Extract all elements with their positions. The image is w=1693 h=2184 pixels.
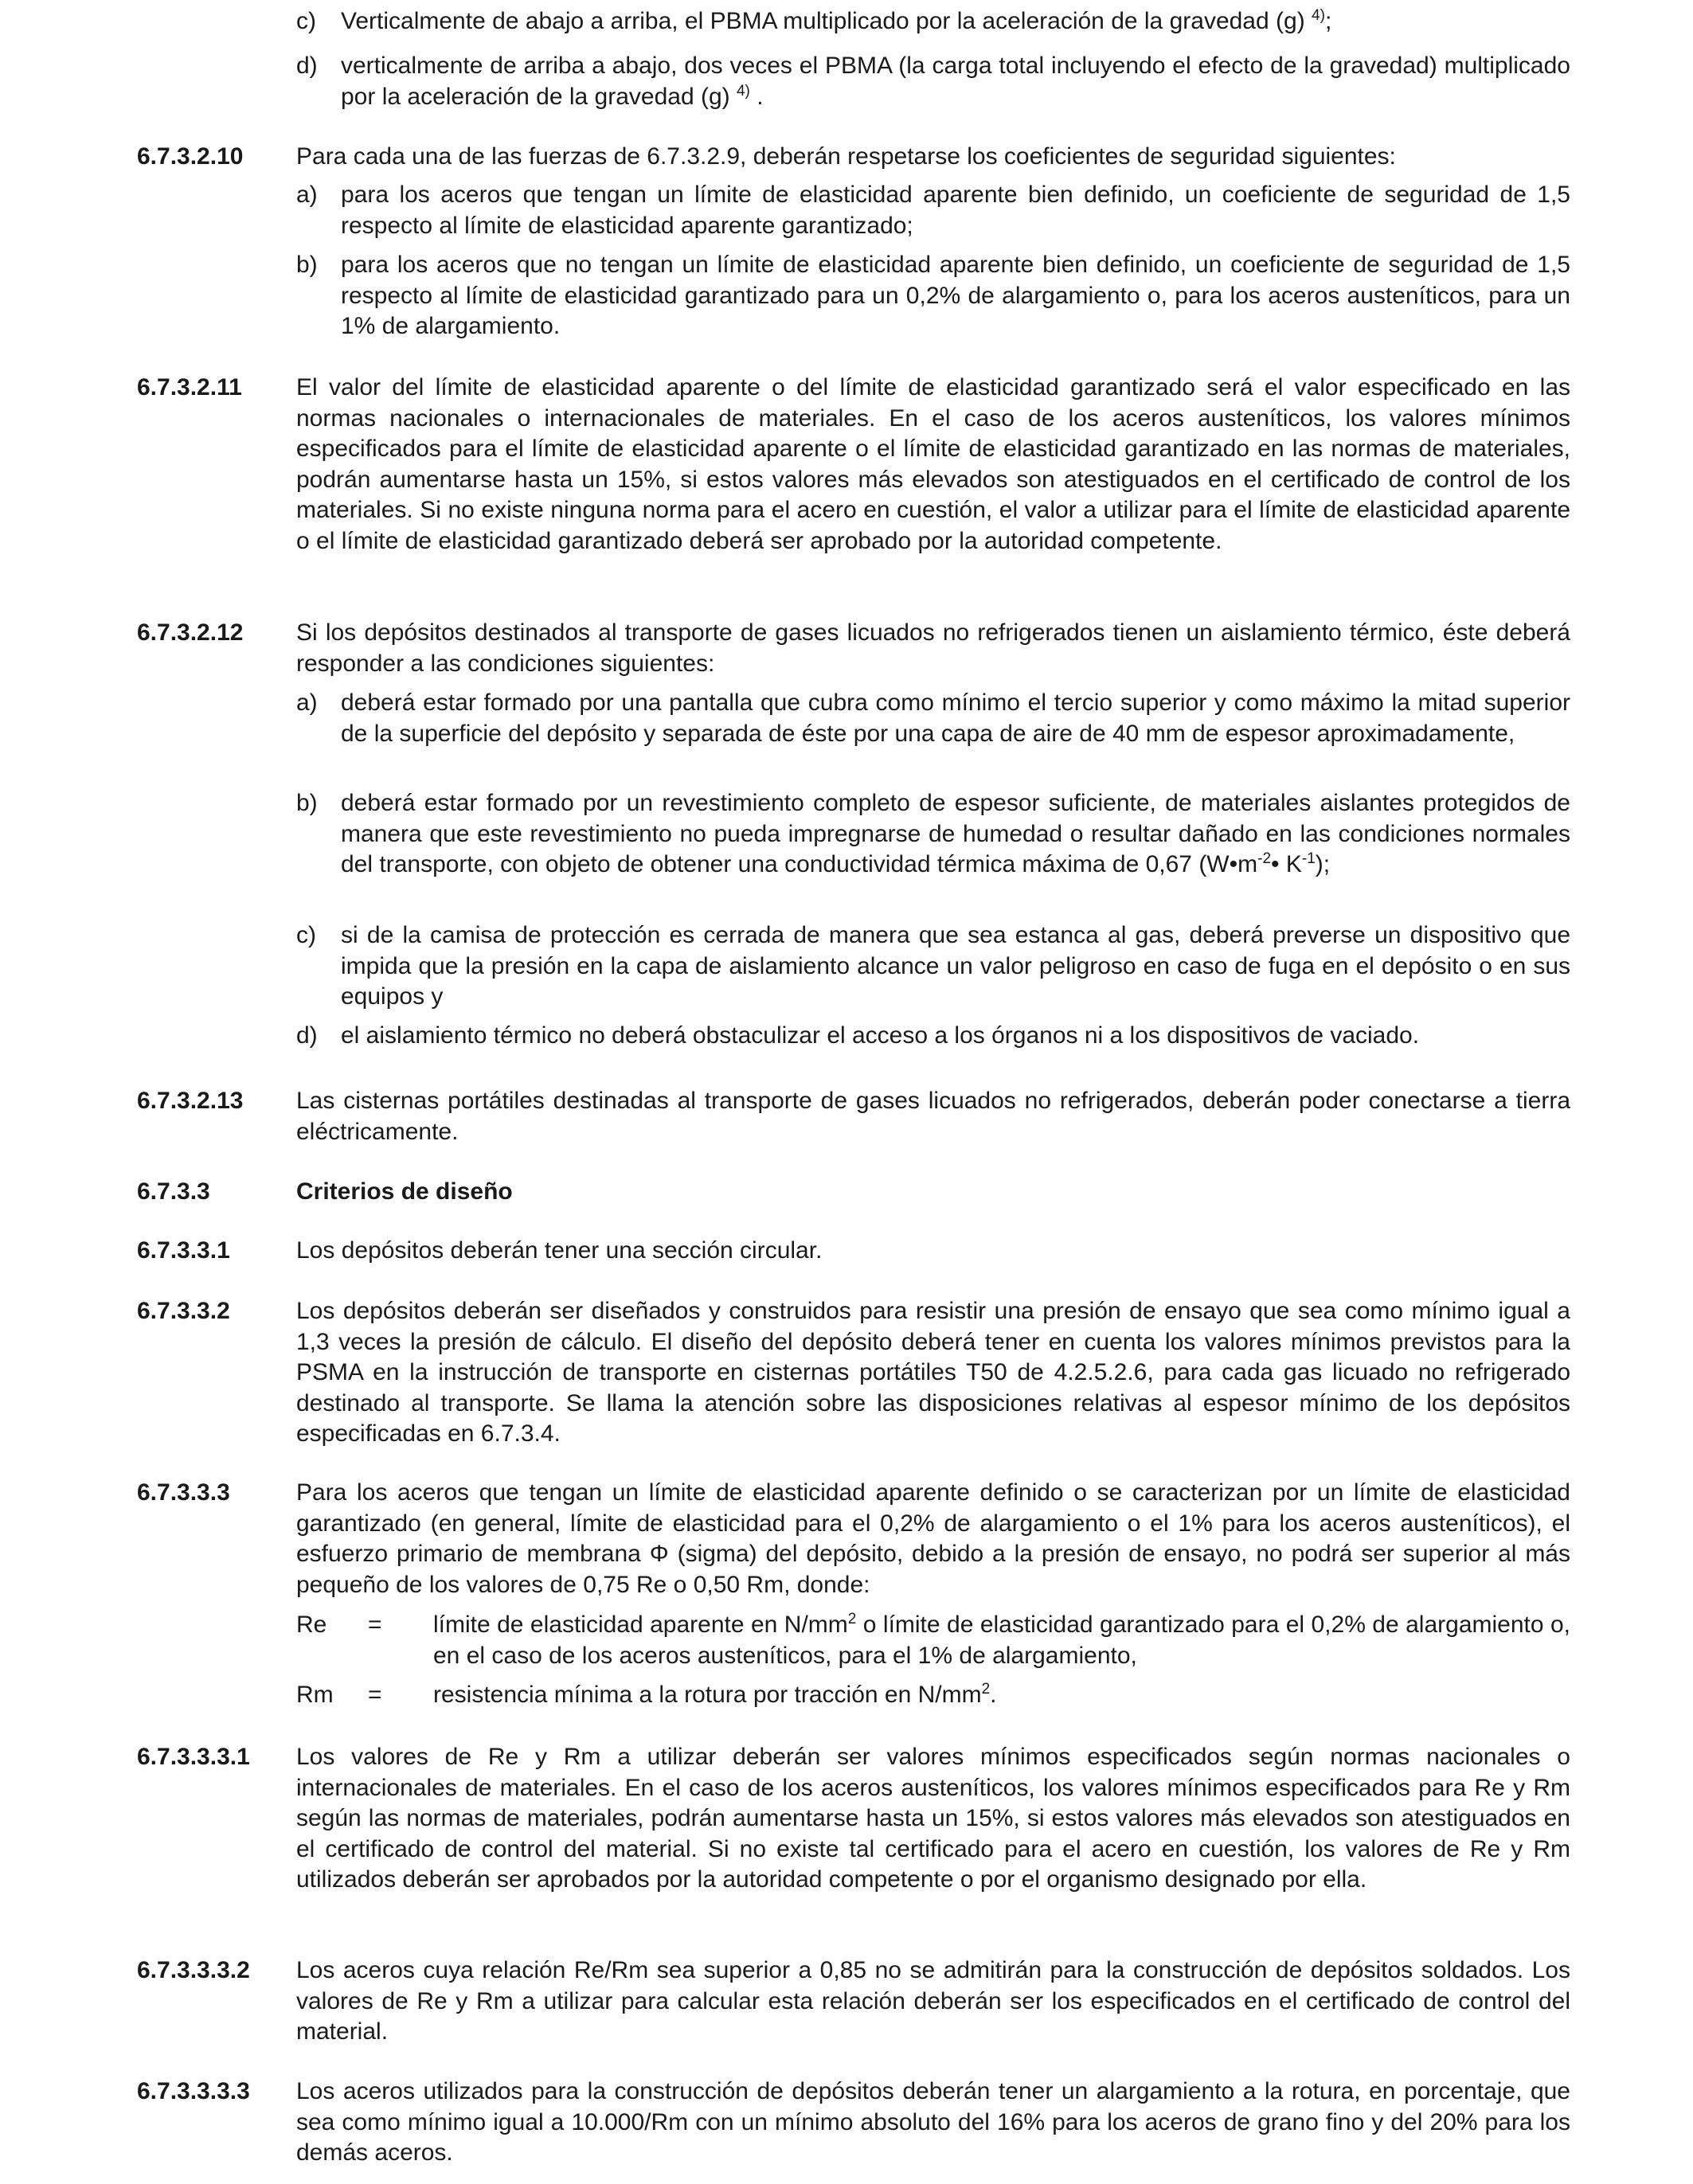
section-text: Las cisternas portátiles destinadas al transporte de gases licuados no refrigerados, deberán poder conectarse a tierra eléctricamente. [296, 1088, 1570, 1145]
item-label: a) [296, 690, 318, 716]
item-label: c) [296, 8, 316, 34]
item-text: si de la camisa de protección es cerrada de manera que sea estanca al gas, deberá preverse un dispositivo que impida que la presión en la capa de aislamiento alcance un valor peligroso en caso de fuga en el depósito o en sus equipos y [341, 922, 1570, 1010]
item-label: b) [296, 790, 318, 816]
definition-symbol: Rm [296, 1682, 334, 1708]
section-text: Los valores de Re y Rm a utilizar deberán ser valores mínimos especificados según normas nacionales o internacionales de materiales. En el caso de los aceros austeníticos, los valores mínimos especificados para Re y Rm según las normas de materiales, podrán aumentarse hasta un 15%, si estos valores más elevados son atestiguados en el certificado de control del material. Si no existe tal certificado para el acero en cuestión, los valores de Re y Rm utilizados deberán ser aprobados por la autoridad competente o por el organismo designado por ella. [296, 1744, 1570, 1893]
definition-text-tail: . [990, 1682, 997, 1708]
exponent: 2 [981, 1681, 991, 1698]
footnote-ref: 4) [736, 82, 750, 100]
footnote-ref: 4) [1312, 7, 1325, 24]
definition-symbol: Re [296, 1612, 327, 1638]
section-number: 6.7.3.3.3.3 [137, 2078, 250, 2104]
item-text-tail: ); [1315, 851, 1331, 877]
section-number: 6.7.3.2.11 [137, 374, 242, 400]
item-label: d) [296, 53, 318, 79]
item-text [341, 6, 1570, 37]
definition-text-tail: o límite de elasticidad garantizado para el 0,2% de alargamiento o, en el caso de los aceros austeníticos, para el 1% de alargamiento, [433, 1612, 1570, 1669]
section-text: Los depósitos deberán tener una sección circular. [296, 1237, 823, 1264]
item-label: d) [296, 1022, 318, 1049]
exponent: -2 [1257, 850, 1272, 867]
definition-equals: = [368, 1682, 382, 1708]
definition-text-main: límite de elasticidad aparente en N/mm [433, 1612, 848, 1638]
section-number: 6.7.3.3.3.2 [137, 1957, 250, 1983]
item-label: b) [296, 252, 318, 278]
definition-text [433, 1610, 1570, 1671]
item-text: el aislamiento térmico no deberá obstaculizar el acceso a los órganos ni a los dispositivos de vaciado. [341, 1022, 1420, 1049]
section-text: Si los depósitos destinados al transporte de gases licuados no refrigerados tienen un aislamiento térmico, éste deberá responder a las condiciones siguientes: [296, 619, 1570, 677]
section-text: Para cada una de las fuerzas de 6.7.3.2.9, deberán respetarse los coeficientes de seguridad siguientes: [296, 143, 1396, 170]
item-text-main: verticalmente de arriba a abajo, dos veces el PBMA (la carga total incluyendo el efecto de la gravedad) multiplicado por la aceleración de la gravedad (g) [341, 53, 1570, 110]
section-number: 6.7.3.3.3 [137, 1479, 230, 1506]
exponent: -1 [1301, 850, 1316, 867]
section-text: Los aceros utilizados para la construcción de depósitos deberán tener un alargamiento a la rotura, en porcentaje, que sea como mínimo igual a 10.000/Rm con un mínimo absoluto del 16% para los aceros de grano fino y del 20% para los demás aceros. [296, 2078, 1570, 2166]
section-number: 6.7.3.3.2 [137, 1298, 230, 1324]
definition-text-main: resistencia mínima a la rotura por tracción en N/mm [433, 1682, 982, 1708]
definition-equals: = [368, 1612, 382, 1638]
item-text: para los aceros que tengan un límite de elasticidad aparente bien definido, un coeficiente de seguridad de 1,5 respecto al límite de elasticidad aparente garantizado; [341, 182, 1570, 239]
item-text-main: deberá estar formado por un revestimiento completo de espesor suficiente, de materiales aislantes protegidos de manera que este revestimiento no pueda impregnarse de humedad o resultar dañado en las condiciones normales del transporte, con objeto de obtener una conductividad térmica máxima de 0,67 (W•m [341, 790, 1570, 877]
section-number: 6.7.3.3 [137, 1178, 210, 1205]
item-text: para los aceros que no tengan un límite de elasticidad aparente bien definido, un coeficiente de seguridad de 1,5 respecto al límite de elasticidad garantizado para un 0,2% de alargamiento o, para los aceros austeníticos, para un 1% de alargamiento. [341, 252, 1570, 339]
section-text: El valor del límite de elasticidad aparente o del límite de elasticidad garantizado será el valor especificado en las normas nacionales o internacionales de materiales. En el caso de los aceros austeníticos, los valores mínimos especificados para el límite de elasticidad aparente o el límite de elasticidad garantizado en las normas de materiales, podrán aumentarse hasta un 15%, si estos valores más elevados son atestiguados en el certificado de control de los materiales. Si no existe ninguna norma para el acero en cuestión, el valor a utilizar para el límite de elasticidad aparente o el límite de elasticidad garantizado deberá ser aprobado por la autoridad competente. [296, 374, 1570, 554]
item-text [341, 51, 1570, 112]
item-text: deberá estar formado por una pantalla que cubra como mínimo el tercio superior y como máximo la mitad superior de la superficie del depósito y separada de éste por una capa de aire de 40 mm de espesor aproximadamente, [341, 690, 1570, 747]
section-text: Los depósitos deberán ser diseñados y construidos para resistir una presión de ensayo que sea como mínimo igual a 1,3 veces la presión de cálculo. El diseño del depósito deberá tener en cuenta los valores mínimos previstos para la PSMA en la instrucción de transporte en cisternas portátiles T50 de 4.2.5.2.6, para cada gas licuado no refrigerado destinado al transporte. Se llama la atención sobre las disposiciones relativas al espesor mínimo de los depósitos especificadas en 6.7.3.4. [296, 1298, 1570, 1447]
item-text [341, 788, 1570, 881]
item-label: c) [296, 922, 316, 948]
item-text-tail: . [749, 83, 764, 110]
section-number: 6.7.3.2.10 [137, 143, 244, 170]
definition-text [433, 1680, 1570, 1711]
section-text: Los aceros cuya relación Re/Rm sea superior a 0,85 no se admitirán para la construcción de depósitos soldados. Los valores de Re y Rm a utilizar para calcular esta relación deberán ser los especificados en el certificado de control del material. [296, 1957, 1570, 2045]
exponent: 2 [847, 1611, 857, 1627]
section-number: 6.7.3.2.12 [137, 619, 244, 646]
section-number: 6.7.3.2.13 [137, 1088, 244, 1114]
item-label: a) [296, 182, 318, 208]
section-text: Para los aceros que tengan un límite de elasticidad aparente definido o se caracterizan por un límite de elasticidad garantizado (en general, límite de elasticidad para el 0,2% de alargamiento o el 1% para los aceros austeníticos), el esfuerzo primario de membrana Φ (sigma) del depósito, debido a la presión de ensayo, no podrá ser superior al más pequeño de los valores de 0,75 Re o 0,50 Rm, donde: [296, 1479, 1570, 1598]
item-text-tail: ; [1324, 8, 1332, 34]
section-title: Criterios de diseño [296, 1178, 513, 1205]
item-text-main: Verticalmente de abajo a arriba, el PBMA multiplicado por la aceleración de la gravedad (g) [341, 8, 1305, 34]
item-text-mid: • K [1271, 851, 1302, 877]
section-number: 6.7.3.3.1 [137, 1237, 230, 1264]
section-number: 6.7.3.3.3.1 [137, 1744, 250, 1770]
